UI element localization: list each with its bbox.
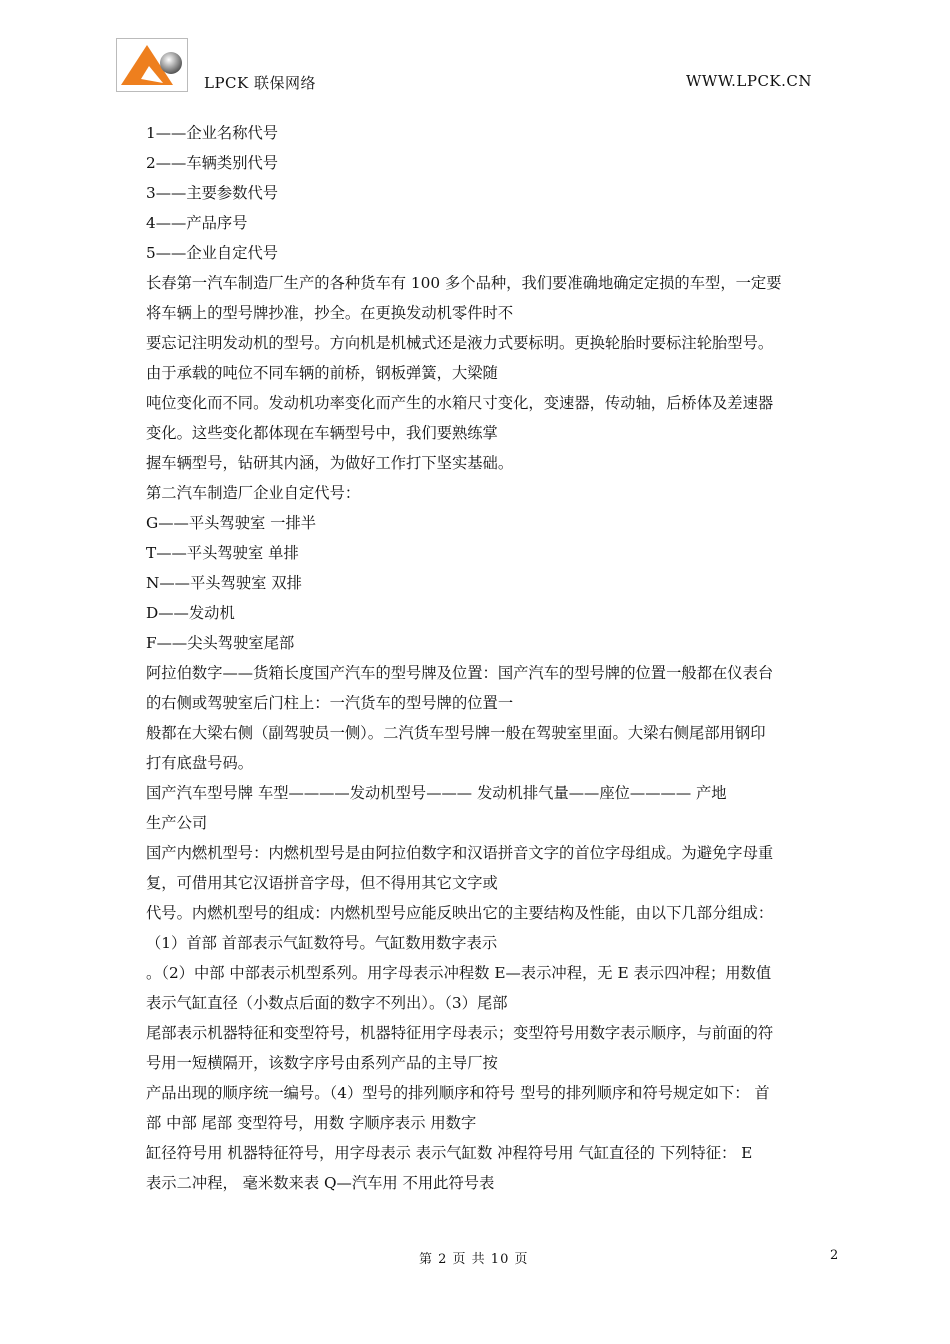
text-line: T——平头驾驶室 单排 [146, 544, 299, 562]
text-line: 打有底盘号码。 [146, 754, 254, 772]
page-number: 2 [830, 1248, 839, 1263]
text-line: 第二汽车制造厂企业自定代号： [146, 484, 361, 502]
text-line: 2——车辆类别代号 [146, 154, 279, 172]
text-line: 的右侧或驾驶室后门柱上：一汽货车的型号牌的位置一 [146, 694, 514, 712]
header-brand: LPCK 联保网络 [204, 74, 317, 92]
text-line: 表示二冲程， 毫米数来表 Q—汽车用 不用此符号表 [146, 1174, 495, 1192]
text-line: 1——企业名称代号 [146, 124, 279, 142]
header-url: WWW.LPCK.CN [686, 72, 813, 90]
text-line: 般都在大梁右侧（副驾驶员一侧）。二汽货车型号牌一般在驾驶室里面。大梁右侧尾部用钢印 [146, 724, 766, 742]
logo [116, 38, 188, 92]
text-line: 国产内燃机型号：内燃机型号是由阿拉伯数字和汉语拼音文字的首位字母组成。为避免字母重 [146, 844, 774, 862]
text-line: 阿拉伯数字——货箱长度国产汽车的型号牌及位置：国产汽车的型号牌的位置一般都在仪表台 [146, 664, 774, 682]
text-line: 由于承载的吨位不同车辆的前桥，钢板弹簧，大梁随 [146, 364, 498, 382]
text-line: （1）首部 首部表示气缸数符号。气缸数用数字表示 [146, 934, 498, 952]
text-line: 将车辆上的型号牌抄准，抄全。在更换发动机零件时不 [146, 304, 514, 322]
text-line: 表示气缸直径（小数点后面的数字不列出）。（3）尾部 [146, 994, 508, 1012]
text-line: 要忘记注明发动机的型号。方向机是机械式还是液力式要标明。更换轮胎时要标注轮胎型号。 [146, 334, 774, 352]
text-line: 生产公司 [146, 814, 208, 832]
text-line: 握车辆型号，钻研其内涵，为做好工作打下坚实基础。 [146, 454, 514, 472]
text-line: 代号。内燃机型号的组成：内燃机型号应能反映出它的主要结构及性能，由以下几部分组成： [146, 904, 774, 922]
text-line: 国产汽车型号牌 车型————发动机型号——— 发动机排气量——座位———— 产地 [146, 784, 727, 802]
text-line: 吨位变化而不同。发动机功率变化而产生的水箱尺寸变化，变速器，传动轴，后桥体及差速器 [146, 394, 774, 412]
text-line: 产品出现的顺序统一编号。（4）型号的排列顺序和符号 型号的排列顺序和符号规定如下： 首 [146, 1084, 770, 1102]
text-line: 长春第一汽车制造厂生产的各种货车有 100 多个品种，我们要准确地确定定损的车型，一定要 [146, 274, 782, 292]
text-line: 尾部表示机器特征和变型符号，机器特征用字母表示；变型符号用数字表示顺序，与前面的符 [146, 1024, 774, 1042]
text-line: 复，可借用其它汉语拼音字母，但不得用其它文字或 [146, 874, 498, 892]
text-line: 3——主要参数代号 [146, 184, 279, 202]
text-line: F——尖头驾驶室尾部 [146, 634, 295, 652]
text-line: 号用一短横隔开，该数字序号由系列产品的主导厂按 [146, 1054, 498, 1072]
text-line: 缸径符号用 机器特征符号，用字母表示 表示气缸数 冲程符号用 气缸直径的 下列特征： E [146, 1144, 753, 1162]
text-line: 部 中部 尾部 变型符号，用数 字顺序表示 用数字 [146, 1114, 477, 1132]
text-line: 。（2）中部 中部表示机型系列。用字母表示冲程数 E—表示冲程，无 E 表示四冲程；用数值 [146, 964, 772, 982]
text-line: D——发动机 [146, 604, 235, 622]
text-line: 变化。这些变化都体现在车辆型号中，我们要熟练掌 [146, 424, 498, 442]
text-line: 5——企业自定代号 [146, 244, 279, 262]
logo-icon [117, 39, 187, 91]
page-indicator: 第 2 页 共 10 页 [419, 1252, 529, 1267]
text-line: G——平头驾驶室 一排半 [146, 514, 317, 532]
text-line: N——平头驾驶室 双排 [146, 574, 302, 592]
document-body [146, 118, 838, 1198]
text-line: 4——产品序号 [146, 214, 248, 232]
